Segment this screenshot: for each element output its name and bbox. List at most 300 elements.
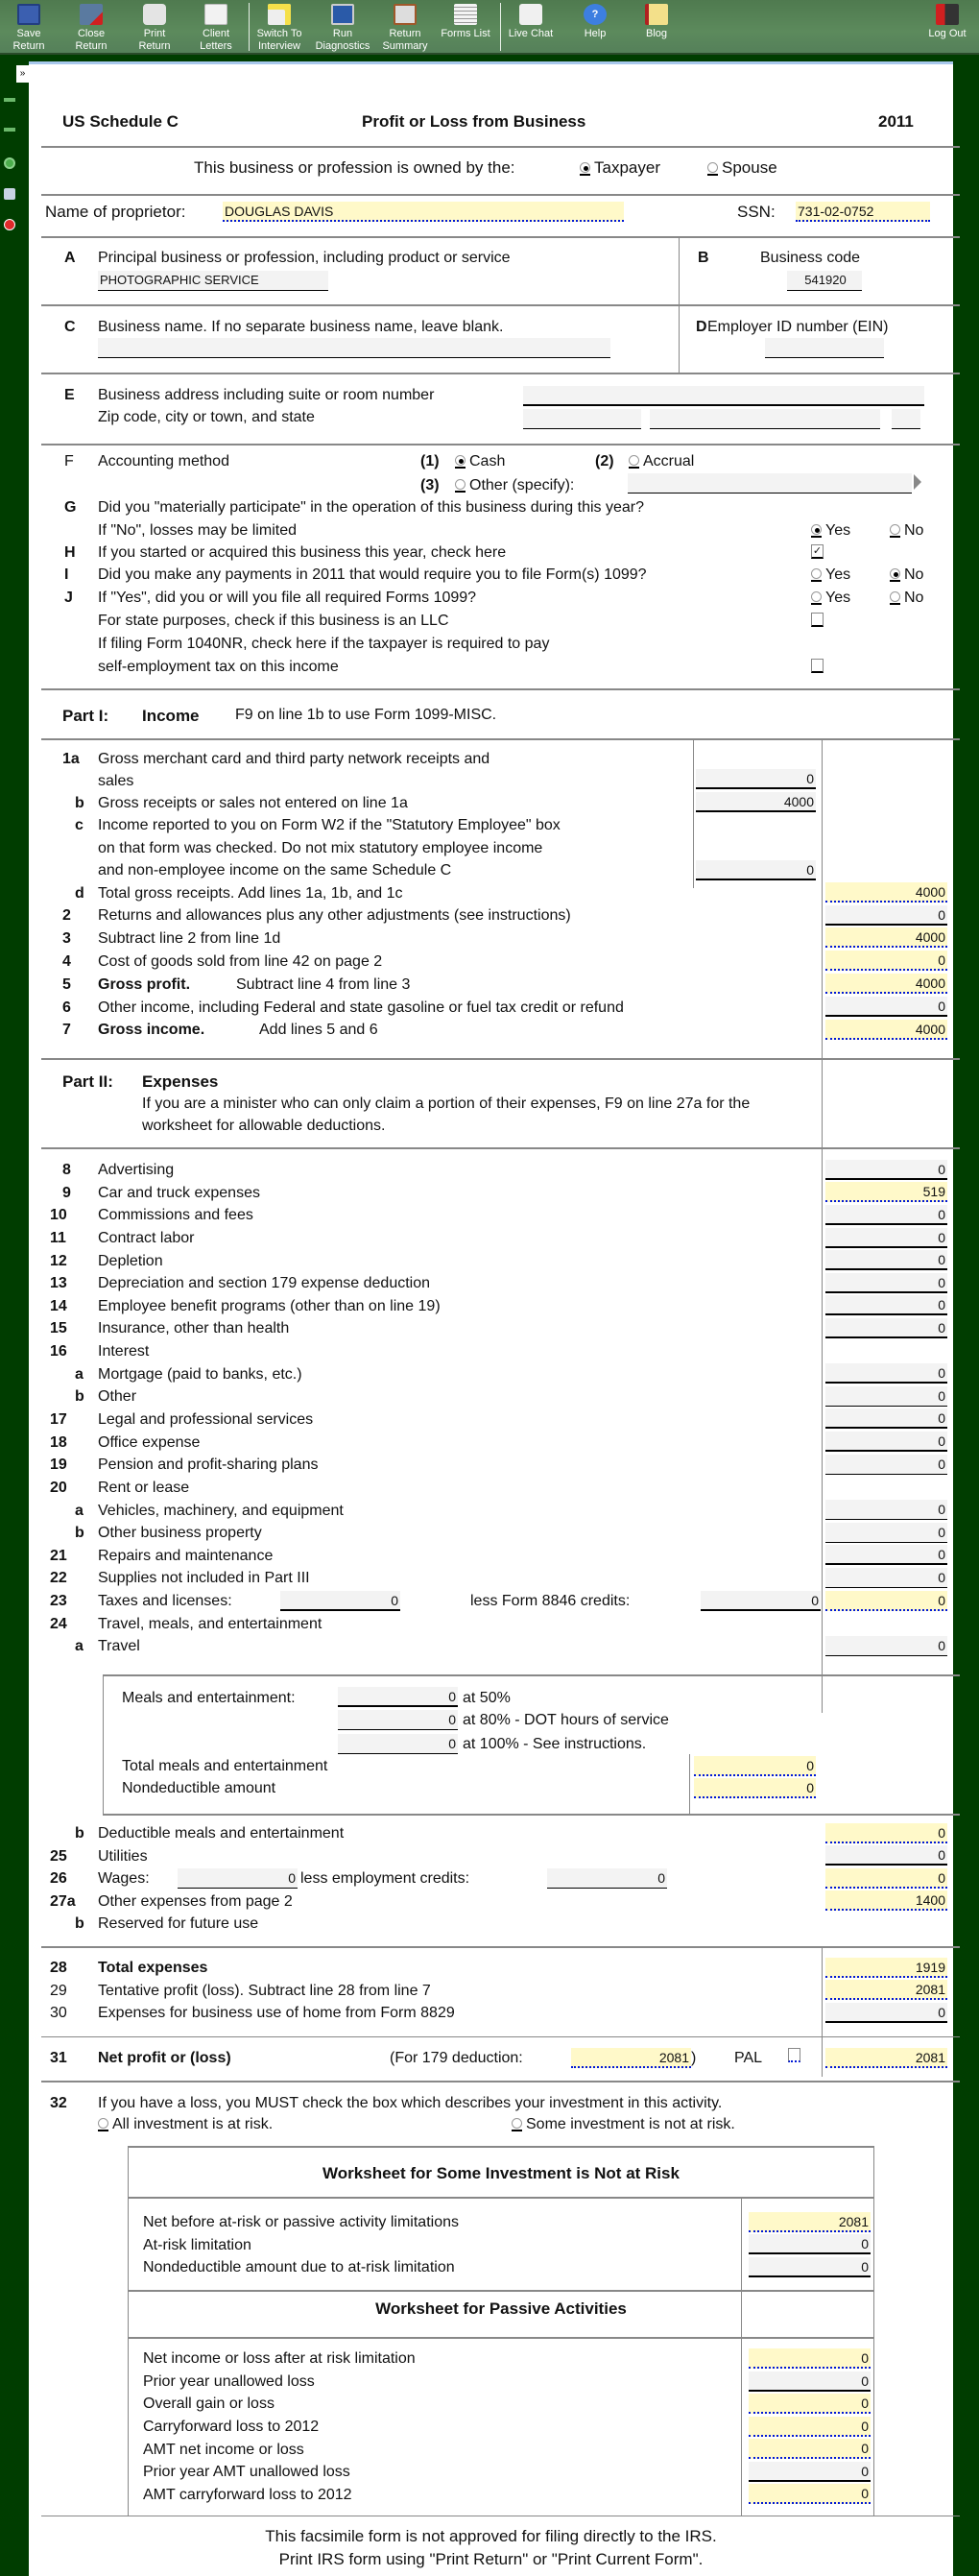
envelope-icon: [204, 4, 227, 25]
line-25-field[interactable]: 0: [825, 1845, 947, 1866]
proprietor-label: Name of proprietor:: [45, 203, 186, 221]
forward-arrow-icon[interactable]: [4, 128, 15, 132]
line-letter: H: [64, 544, 76, 561]
zip-field[interactable]: [523, 409, 641, 429]
principal-business-field[interactable]: PHOTOGRAPHIC SERVICE: [98, 271, 328, 291]
g-no-radio[interactable]: No: [890, 522, 923, 540]
line-letter: J: [64, 590, 73, 606]
divider: [128, 2146, 874, 2148]
part2-note: If you are a minister who can only claim a portion of their expenses, F9 on line 27a for the: [142, 1095, 751, 1112]
radio-unselected-icon: [512, 2118, 522, 2129]
radio-unselected-icon: [811, 591, 822, 602]
nondeductible-at-risk-field[interactable]: 0: [749, 2257, 871, 2277]
line-a-label: Principal business or profession, including product or service: [98, 250, 511, 266]
business-name-field[interactable]: [98, 338, 610, 358]
worksheet-label: Carryforward loss to 2012: [143, 2419, 320, 2435]
accounting-accrual-radio[interactable]: Accrual: [629, 453, 694, 470]
meals-50-label: at 50%: [463, 1690, 511, 1706]
form-8846-credits-field[interactable]: 0: [701, 1591, 821, 1611]
line-letter: C: [64, 319, 76, 335]
line-label: Total expenses: [98, 1960, 208, 1976]
less-8846-label: less Form 8846 credits:: [470, 1593, 631, 1609]
divider: [103, 1814, 960, 1816]
line-h-label: If you started or acquired this business this year, check here: [98, 544, 507, 561]
line-19-field[interactable]: 0: [825, 1455, 947, 1475]
line-c-label: Business name. If no separate business name, leave blank.: [98, 319, 504, 335]
line-15-field[interactable]: 0: [825, 1318, 947, 1338]
divider: [41, 1058, 960, 1060]
divider: [741, 2198, 742, 2516]
line-label: Total gross receipts. Add lines 1a, 1b, and 1c: [98, 885, 403, 902]
option-number: (3): [420, 477, 440, 494]
prior-year-unallowed-field[interactable]: 0: [749, 2371, 871, 2392]
line-label: Income reported to you on Form W2 if the "Statutory Employee" box: [98, 817, 561, 833]
toolbar: [0, 0, 979, 55]
line-label: Repairs and maintenance: [98, 1548, 274, 1564]
form-year: 2011: [878, 112, 914, 131]
taxes-licenses-field[interactable]: 0: [280, 1591, 400, 1611]
deduction-179-field[interactable]: 2081: [571, 2048, 691, 2068]
line-24b-field[interactable]: 0: [825, 1823, 947, 1843]
nondeductible-label: Nondeductible amount: [122, 1780, 276, 1796]
line-label: Commissions and fees: [98, 1207, 253, 1223]
line-number: 11: [50, 1230, 66, 1246]
at-risk-limitation-field[interactable]: 0: [749, 2234, 871, 2254]
line-number: 17: [50, 1411, 67, 1428]
net-after-risk-field[interactable]: 0: [749, 2348, 871, 2369]
line-label: Gross receipts or sales not entered on line 1a: [98, 795, 408, 811]
line-number: 21: [50, 1548, 67, 1564]
divider: [873, 2146, 874, 2516]
accounting-other-radio[interactable]: Other (specify):: [455, 477, 574, 494]
line-number: 5: [62, 976, 71, 993]
line-23-field[interactable]: 0: [825, 1591, 947, 1611]
net-before-limitations-field[interactable]: 2081: [749, 2212, 871, 2232]
line-20a-field[interactable]: 0: [825, 1500, 947, 1520]
worksheet-label: AMT net income or loss: [143, 2442, 304, 2458]
form-name: US Schedule C: [62, 112, 179, 131]
employment-credits-field[interactable]: 0: [547, 1868, 667, 1889]
divider: [693, 739, 694, 888]
line-number: 9: [62, 1185, 71, 1201]
save-return-button[interactable]: Save Return: [8, 2, 50, 53]
radio-unselected-icon: [707, 162, 718, 173]
line-8-field[interactable]: 0: [825, 1160, 947, 1180]
print-return-button[interactable]: Print Return: [132, 2, 177, 53]
line-letter: A: [64, 250, 76, 266]
option-number: (2): [595, 453, 614, 469]
prior-year-amt-field[interactable]: 0: [749, 2462, 871, 2482]
divider: [128, 2197, 874, 2199]
radio-selected-icon: [455, 455, 466, 466]
line-number: 27a: [50, 1893, 76, 1910]
line-13-field[interactable]: 0: [825, 1273, 947, 1293]
line-label: Cost of goods sold from line 42 on page 2: [98, 953, 383, 970]
some-not-at-risk-radio[interactable]: Some investment is not at risk.: [512, 2116, 735, 2133]
switch-to-interview-button[interactable]: Switch To Interview: [254, 2, 304, 53]
line-10-field[interactable]: 0: [825, 1205, 947, 1225]
radio-selected-icon: [811, 524, 822, 535]
divider: [103, 1674, 104, 1816]
footer-disclaimer: This facsimile form is not approved for filing directly to the IRS.: [265, 2527, 717, 2545]
worksheet-passive-title: Worksheet for Passive Activities: [375, 2299, 627, 2318]
line-label: Vehicles, machinery, and equipment: [98, 1503, 344, 1519]
divider: [41, 304, 960, 306]
line-21-field[interactable]: 0: [825, 1545, 947, 1565]
line-e-label: Business address including suite or room number: [98, 387, 435, 403]
line-letter: G: [64, 499, 77, 516]
expand-panel-button[interactable]: »: [16, 65, 29, 83]
line-label: Tentative profit (loss). Subtract line 28 from line 7: [98, 1983, 431, 1999]
line-14-field[interactable]: 0: [825, 1295, 947, 1315]
line-1a-field[interactable]: 0: [696, 769, 816, 789]
back-arrow-icon[interactable]: [4, 98, 15, 102]
line-24a-field[interactable]: 0: [825, 1636, 947, 1656]
line-label: Office expense: [98, 1434, 201, 1451]
clipboard-icon: [394, 4, 417, 25]
line-label: Subtract line 2 from line 1d: [98, 930, 281, 947]
llc-checkbox[interactable]: [811, 613, 824, 627]
line-label: Contract labor: [98, 1230, 195, 1246]
line-18-field[interactable]: 0: [825, 1432, 947, 1452]
line-number: a: [75, 1503, 84, 1519]
radio-unselected-icon: [890, 524, 900, 535]
g-yes-radio[interactable]: Yes: [811, 522, 850, 540]
part2-title: Part II:: [62, 1072, 113, 1091]
city-field[interactable]: [650, 409, 880, 429]
meals-80-field[interactable]: 0: [338, 1710, 458, 1730]
line-label: Employee benefit programs (other than on line 19): [98, 1298, 441, 1314]
line-27a-field[interactable]: 1400: [825, 1890, 947, 1911]
line-label: Expenses for business use of home from Form 8829: [98, 2005, 455, 2021]
line-number: 15: [50, 1320, 67, 1336]
left-sidebar: [0, 55, 27, 2576]
self-employment-tax-checkbox[interactable]: [811, 659, 824, 673]
expand-arrow-icon[interactable]: [914, 474, 921, 490]
started-business-checkbox[interactable]: ✓: [812, 545, 823, 557]
line-label: Rent or lease: [98, 1480, 190, 1496]
scroll-quill-icon: [645, 4, 668, 25]
line-number: 7: [62, 1022, 71, 1038]
line-label: Legal and professional services: [98, 1411, 314, 1428]
line-number: 3: [62, 930, 71, 947]
radio-unselected-icon: [98, 2118, 108, 2129]
line-label: Depletion: [98, 1253, 163, 1269]
divider: [41, 2036, 960, 2037]
line-number: 23: [50, 1593, 67, 1609]
forms-list-button[interactable]: Forms List: [440, 2, 491, 53]
help-button[interactable]: ? Help: [579, 2, 611, 53]
line-16a-field[interactable]: 0: [825, 1363, 947, 1384]
line-letter: B: [698, 250, 709, 266]
line-number: 10: [50, 1207, 67, 1223]
live-chat-button[interactable]: Live Chat: [507, 2, 555, 53]
divider: [41, 444, 960, 445]
line-label: Insurance, other than health: [98, 1320, 290, 1336]
line-label: Other business property: [98, 1525, 262, 1541]
line-label: on that form was checked. Do not mix statutory employee income: [98, 840, 543, 856]
line-number: 8: [62, 1162, 71, 1178]
line-label: Taxes and licenses:: [98, 1593, 232, 1609]
delete-icon[interactable]: [4, 219, 15, 230]
line-d-label: Employer ID number (EIN): [707, 319, 889, 335]
j-yes-radio[interactable]: Yes: [811, 590, 850, 607]
line-label: Pension and profit-sharing plans: [98, 1457, 319, 1473]
line-label: Interest: [98, 1343, 150, 1360]
owner-spouse-radio[interactable]: Spouse: [707, 158, 777, 178]
i-yes-radio[interactable]: Yes: [811, 566, 850, 584]
line-label: sales: [98, 773, 134, 789]
line-number: 25: [50, 1848, 67, 1865]
line-label: Car and truck expenses: [98, 1185, 260, 1201]
divider: [128, 2337, 874, 2339]
ssn-label: SSN:: [737, 203, 776, 221]
worksheet-label: AMT carryforward loss to 2012: [143, 2487, 352, 2503]
line-number: 18: [50, 1434, 67, 1451]
carryforward-loss-field[interactable]: 0: [749, 2417, 871, 2437]
radio-unselected-icon: [455, 479, 466, 490]
line-31-field[interactable]: 2081: [825, 2048, 947, 2068]
worksheet-label: Prior year AMT unallowed loss: [143, 2464, 350, 2480]
line-3-field[interactable]: 4000: [825, 927, 947, 948]
line-1b-field[interactable]: 4000: [696, 792, 816, 812]
divider: [41, 146, 960, 148]
line-number: 28: [50, 1960, 67, 1976]
line-label: Subtract line 4 from line 3: [236, 976, 411, 993]
net-profit-label: Net profit or (loss): [98, 2050, 231, 2066]
toolbar-separator: [500, 3, 501, 51]
divider: [822, 1947, 823, 2077]
divider: [41, 373, 960, 374]
line-number: 29: [50, 1983, 67, 1999]
line-label: Advertising: [98, 1162, 175, 1178]
state-field[interactable]: [892, 409, 920, 429]
log-out-button[interactable]: Log Out: [927, 2, 967, 53]
folder-close-icon: [80, 4, 103, 25]
other-method-field[interactable]: [628, 473, 912, 494]
divider: [41, 236, 960, 238]
line-17-field[interactable]: 0: [825, 1408, 947, 1429]
line-label: Deductible meals and entertainment: [98, 1825, 345, 1842]
radio-selected-icon: [890, 568, 900, 579]
list-page-icon: [454, 4, 477, 25]
line-g-label: Did you "materially participate" in the operation of this business during this year?: [98, 499, 644, 516]
line-number: b: [75, 1825, 84, 1842]
owner-taxpayer-radio[interactable]: Taxpayer: [580, 158, 660, 178]
worksheet-label: Net income or loss after at risk limitation: [143, 2350, 416, 2367]
help-question-icon: ?: [584, 4, 607, 25]
line-number: d: [75, 885, 84, 902]
line-number: 1a: [62, 751, 80, 767]
add-circle-icon[interactable]: [4, 157, 15, 169]
part2-note2: worksheet for allowable deductions.: [142, 1118, 386, 1134]
line-label: Other income, including Federal and state gasoline or fuel tax credit or refund: [98, 999, 624, 1016]
part1-name: Income: [142, 707, 200, 725]
line-16b-field[interactable]: 0: [825, 1386, 947, 1407]
line-number: a: [75, 1366, 84, 1383]
line-number: 22: [50, 1570, 67, 1586]
line-number: 4: [62, 953, 71, 970]
line-9-field[interactable]: 519: [825, 1182, 947, 1202]
printer-icon: [143, 4, 166, 25]
all-at-risk-radio[interactable]: All investment is at risk.: [98, 2116, 273, 2133]
line-number: c: [75, 817, 84, 833]
nondeductible-field[interactable]: 0: [694, 1778, 816, 1798]
line-e-zip-label: Zip code, city or town, and state: [98, 409, 315, 425]
line-number: 24: [50, 1616, 67, 1632]
total-meals-label: Total meals and entertainment: [122, 1758, 328, 1774]
divider: [103, 1674, 960, 1676]
line-number: 2: [62, 907, 71, 924]
amt-net-income-field[interactable]: 0: [749, 2439, 871, 2459]
line-label: Gross merchant card and third party network receipts and: [98, 751, 490, 767]
divider: [41, 2081, 960, 2082]
business-address-field[interactable]: [523, 386, 924, 406]
pal-checkbox[interactable]: [788, 2048, 800, 2062]
client-letters-button[interactable]: Client Letters: [194, 2, 238, 53]
worksheet-label: Overall gain or loss: [143, 2395, 275, 2412]
worksheet-risk-title: Worksheet for Some Investment is Not at Risk: [322, 2164, 680, 2182]
form-title: Profit or Loss from Business: [362, 112, 586, 131]
line-label: Wages:: [98, 1870, 150, 1887]
line-26-field[interactable]: 0: [825, 1868, 947, 1889]
line-label: Other: [98, 1388, 137, 1405]
less-employment-credits-label: less employment credits:: [300, 1870, 470, 1887]
line-22-field[interactable]: 0: [825, 1568, 947, 1588]
line-letter: I: [64, 566, 69, 583]
line-number: 19: [50, 1457, 67, 1473]
line-label: Add lines 5 and 6: [259, 1022, 378, 1038]
line-32-label: If you have a loss, you MUST check the box which describes your investment in this activity.: [98, 2095, 723, 2111]
line-5-field[interactable]: 4000: [825, 974, 947, 994]
line-label: and non-employee income on the same Schedule C: [98, 862, 452, 879]
j-no-radio[interactable]: No: [890, 590, 923, 607]
divider: [41, 194, 960, 196]
total-meals-field[interactable]: 0: [694, 1756, 816, 1776]
line-label: Travel, meals, and entertainment: [98, 1616, 322, 1632]
divider: [822, 739, 823, 1713]
line-1d-field[interactable]: 4000: [825, 882, 947, 903]
divider: [41, 1147, 960, 1149]
line-1c-field[interactable]: 0: [696, 860, 816, 880]
line-label: Travel: [98, 1638, 140, 1654]
divider: [689, 1754, 690, 1814]
line-number: b: [75, 1388, 84, 1405]
interview-page-icon: [268, 4, 291, 25]
toolbar-separator: [249, 3, 250, 51]
line-letter: D: [696, 319, 707, 335]
logout-door-icon: [936, 4, 959, 25]
proprietor-name-field[interactable]: DOUGLAS DAVIS: [223, 202, 624, 222]
line-number: 32: [50, 2095, 67, 2111]
line-number: 20: [50, 1480, 67, 1496]
line-label: Returns and allowances plus any other adjustments (see instructions): [98, 907, 571, 924]
close-return-button[interactable]: Close Return: [69, 2, 113, 53]
line-11-field[interactable]: 0: [825, 1228, 947, 1248]
line-label: Reserved for future use: [98, 1915, 259, 1932]
line-30-field[interactable]: 0: [825, 2003, 947, 2023]
line-20b-field[interactable]: 0: [825, 1523, 947, 1543]
business-code-field[interactable]: 541920: [787, 271, 862, 291]
line-number: 30: [50, 2005, 67, 2021]
line-12-field[interactable]: 0: [825, 1250, 947, 1270]
return-summary-button[interactable]: Return Summary: [380, 2, 430, 53]
ein-field[interactable]: [765, 338, 884, 358]
line-number: 16: [50, 1343, 67, 1360]
worksheet-label: At-risk limitation: [143, 2237, 251, 2253]
line-number: 26: [50, 1870, 67, 1887]
option-number: (1): [420, 453, 440, 469]
schedule-c-form: [29, 61, 953, 2576]
meals-80-label: at 80% - DOT hours of service: [463, 1712, 669, 1728]
line-number: 13: [50, 1275, 67, 1291]
line-number: 31: [50, 2050, 67, 2066]
line-letter: F: [64, 453, 74, 469]
line-28-field[interactable]: 1919: [825, 1958, 947, 1978]
llc-label: For state purposes, check if this business is an LLC: [98, 613, 449, 629]
line-label: Other expenses from page 2: [98, 1893, 293, 1910]
overall-gain-loss-field[interactable]: 0: [749, 2394, 871, 2414]
meals-label: Meals and entertainment:: [122, 1690, 296, 1706]
meals-50-field[interactable]: 0: [338, 1687, 458, 1707]
print-icon[interactable]: [4, 188, 15, 200]
divider: [41, 688, 960, 690]
line-number: 14: [50, 1298, 67, 1314]
wages-field[interactable]: 0: [178, 1868, 298, 1889]
ssn-field[interactable]: 731-02-0752: [796, 202, 930, 222]
line-number: b: [75, 1915, 84, 1932]
worksheet-label: Net before at-risk or passive activity limitations: [143, 2214, 459, 2230]
close-paren: ): [691, 2050, 697, 2066]
line-number: 6: [62, 999, 71, 1016]
line-label: Supplies not included in Part III: [98, 1570, 310, 1586]
radio-unselected-icon: [811, 568, 822, 579]
meals-100-field[interactable]: 0: [338, 1734, 458, 1754]
line-number: b: [75, 795, 84, 811]
line-label: Utilities: [98, 1848, 148, 1865]
line-7-field[interactable]: 4000: [825, 1020, 947, 1040]
line-6-field[interactable]: 0: [825, 997, 947, 1017]
line-4-field[interactable]: 0: [825, 951, 947, 971]
line-letter: E: [64, 387, 75, 403]
line-label-bold: Gross profit.: [98, 976, 191, 993]
part2-name: Expenses: [142, 1072, 219, 1091]
line-number: a: [75, 1638, 84, 1654]
monitor-pulse-icon: [331, 4, 354, 25]
line-g-label2: If "No", losses may be limited: [98, 522, 297, 539]
line-29-field[interactable]: 2081: [825, 1980, 947, 2000]
amt-carryforward-field[interactable]: 0: [749, 2484, 871, 2504]
nr-label2: self-employment tax on this income: [98, 659, 339, 675]
blog-button[interactable]: Blog: [641, 2, 672, 53]
floppy-disk-icon: [17, 4, 40, 25]
accounting-method-label: Accounting method: [98, 453, 229, 469]
radio-unselected-icon: [629, 455, 639, 466]
chat-bubbles-icon: [519, 4, 542, 25]
i-no-radio[interactable]: No: [890, 566, 923, 584]
line-2-field[interactable]: 0: [825, 905, 947, 926]
line-label-bold: Gross income.: [98, 1022, 205, 1038]
nr-label: If filing Form 1040NR, check here if the taxpayer is required to pay: [98, 636, 550, 652]
line-j-label: If "Yes", did you or will you file all required Forms 1099?: [98, 590, 477, 606]
part1-note: F9 on line 1b to use Form 1099-MISC.: [235, 707, 497, 723]
line-b-label: Business code: [760, 250, 861, 266]
pal-label: PAL: [734, 2050, 763, 2066]
line-label: Mortgage (paid to banks, etc.): [98, 1366, 302, 1383]
run-diagnostics-button[interactable]: Run Diagnostics: [314, 2, 371, 53]
radio-selected-icon: [580, 162, 590, 173]
accounting-cash-radio[interactable]: Cash: [455, 453, 505, 470]
